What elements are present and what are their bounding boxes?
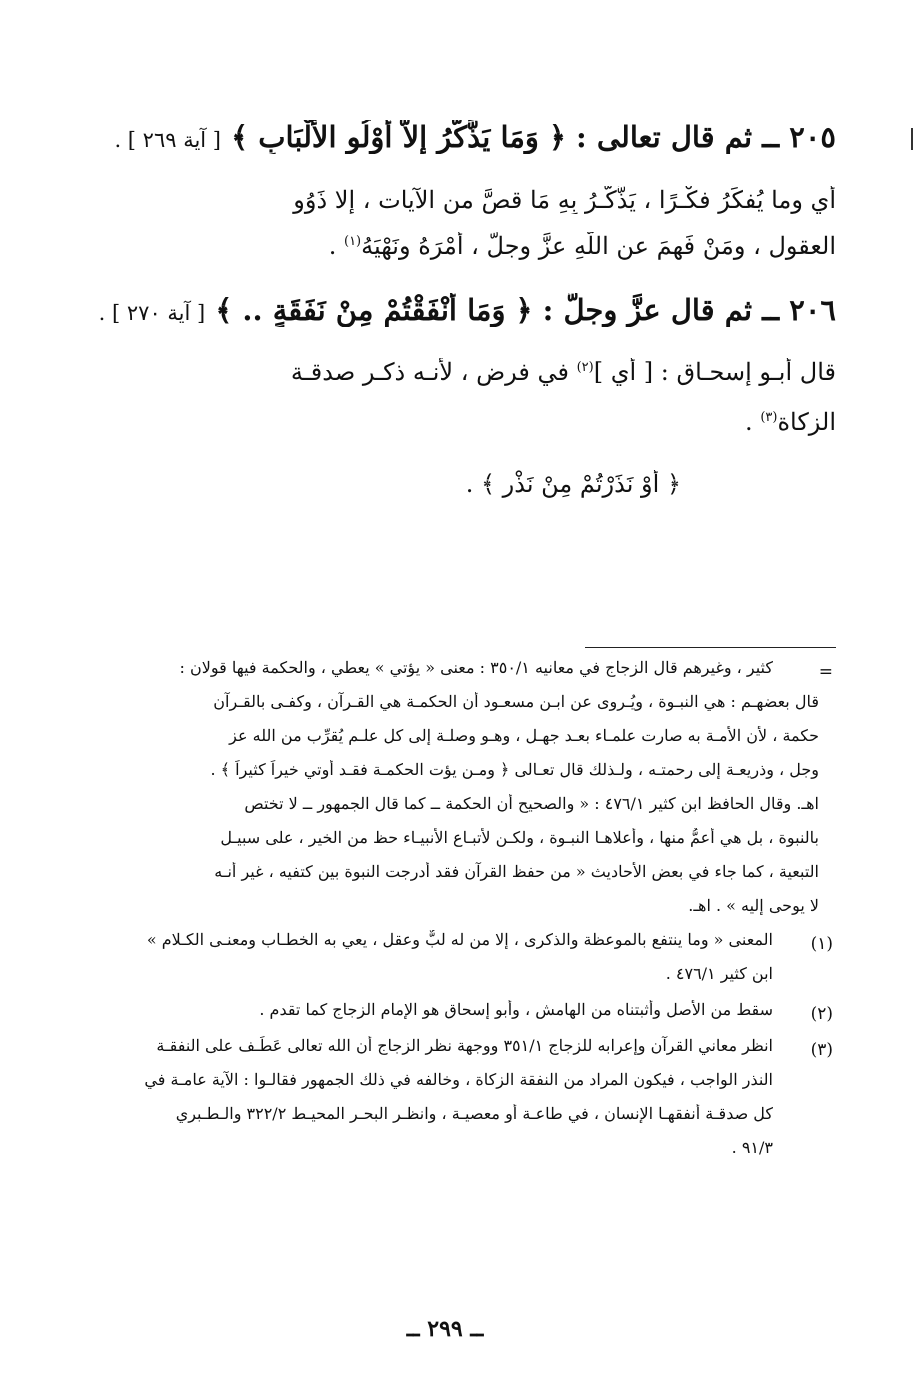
footnote-ref-1[interactable]: (١) [343, 234, 362, 249]
entry-205-ref: [ آية ٢٦٩ ] . [114, 128, 221, 152]
footnote-3-line: ٩١/٣ . [731, 1138, 773, 1157]
footnote-ref-2[interactable]: (٢) [576, 360, 594, 375]
footnote-ref-3[interactable]: (٣) [760, 410, 778, 425]
entry-205-text: ٢٠٥ ــ ثم قال تعالى : ﴿ وَمَا يَذَّكَّرُ إِلاَّ أُوْلُو الأَلْبَابِ ﴾ [231, 120, 836, 154]
main-line-3 [85, 232, 836, 260]
footnote-3-line: كل صدقـة أنفقهـا الإنسان ، في طاعـة أو معصيـة ، وانظـر البحـر المحيـط ٣٢٢/٢ والـطـبري [175, 1104, 773, 1123]
entry-205 [85, 120, 836, 154]
footnote-separator [585, 647, 836, 648]
entry-206-ref: [ آية ٢٧٠ ] . [98, 301, 206, 325]
footnote-number-1: (١) [810, 934, 833, 954]
quran-verse-line: ﴿ أَوْ نَذَرْتُمْ مِنْ نَذْرٍ ﴾ . [465, 470, 681, 498]
main-line-3-end: . [328, 232, 344, 260]
main-line-5 [85, 358, 836, 386]
main-line-5-end: في فرضٍ ، لأنـه ذكـر صدقـة [290, 358, 577, 386]
footnote-1-line: المعنى « وما ينتفع بالموعظة والذكرى ، إلا من له لبٌّ وعقل ، يعي به الخطـاب ومعنـى الكـلام » [146, 930, 773, 949]
footnote-number-3: (٣) [810, 1040, 833, 1060]
main-line-6 [85, 408, 836, 436]
page-number: ــ ٢٩٩ ــ [406, 1316, 484, 1342]
entry-206-text: ٢٠٦ ــ ثم قال عزَّ وجلَّ : ﴿ وَمَا أَنْفَقْتُمْ مِنْ نَفَقَةٍ .. ﴾ [215, 293, 836, 327]
footnote-cont-line: وجل ، وذريعـة إلى رحمتـه ، ولـذلك قال تعـالى ﴿ ومـن يؤت الحكمـة فقـد أوتي خيراً كثيراً ﴾ . [210, 760, 819, 779]
entry-206 [85, 293, 836, 327]
continuation-marker: = [818, 662, 833, 682]
footnote-3-line: انظر معاني القرآن وإعرابه للزجاج ٣٥١/١ ووجهة نظر الزجاج أن الله تعالى عَطَـف على النفقـة [156, 1036, 773, 1055]
footnote-cont-line: اهـ. وقال الحافظ ابن كثير ٤٧٦/١ : « والصحيح أن الحكمة ــ كما قال الجمهور ــ لا تختص [244, 794, 819, 813]
footnote-2-line: سقط من الأصل وأثبتناه من الهامش ، وأبو إسحاق هو الإمام الزجاج كما تقدم . [259, 1000, 773, 1019]
footnote-cont-line: التبعية ، كما جاء في بعض الأحاديث « من حفظ القرآن فقد أدرجت النبوة بين كتفيه ، غير أنـه [214, 862, 819, 881]
footnote-cont-line: قال بعضهـم : هي النبـوة ، ويُـروى عن ابـن مسعـود أن الحكمـة هي القـرآن ، وكفـى بالقـرآن [213, 692, 819, 711]
footnote-cont-line: حكمة ، لأن الأمـة به صارت علمـاء بعـد جهـل ، وهـو وصلـة إلى كل علـم يُقرِّب من الله عز [229, 726, 819, 745]
main-line-6-text: الزكاة [777, 408, 836, 436]
footnote-cont-line: لا يوحى إليه » . اهـ. [688, 896, 819, 915]
footnote-cont-line: كثير ، وغيرهم قال الزجاج في معانيه ٣٥٠/١ : معنى « يؤتي » يعطي ، والحكمة فيها قولان : [179, 658, 773, 677]
footnote-number-2: (٢) [810, 1004, 833, 1024]
main-line-5-start: قال أبـو إسحـاق : [ أي ] [593, 358, 836, 386]
main-line-2: أي وما يُفكِّرُ فكْـرًا ، يَذَّكَّـرُ بِهِ مَا قصَّ من الآيات ، إلا ذَوُو [293, 186, 836, 214]
margin-mark [911, 128, 913, 150]
footnote-3-line: النذر الواجب ، فيكون المراد من النفقة الزكاة ، وخالفه في ذلك الجمهور فقالـوا : الآية عامـة في [144, 1070, 773, 1089]
footnote-1-line: ابن كثير ٤٧٦/١ . [665, 964, 773, 983]
main-line-3-text: العقولِ ، ومَنْ فَهِمَ عن اللَّهِ عزَّ وجلَّ ، أَمْرَهُ ونَهْيَهُ [361, 232, 836, 260]
footnote-cont-line: بالنبوة ، بل هي أعمُّ منها ، وأعلاهـا النبـوة ، ولكـن لأتبـاع الأنبيـاء حظ من الخير ، على سبيـل [220, 828, 819, 847]
main-line-6-end: . [745, 408, 761, 436]
